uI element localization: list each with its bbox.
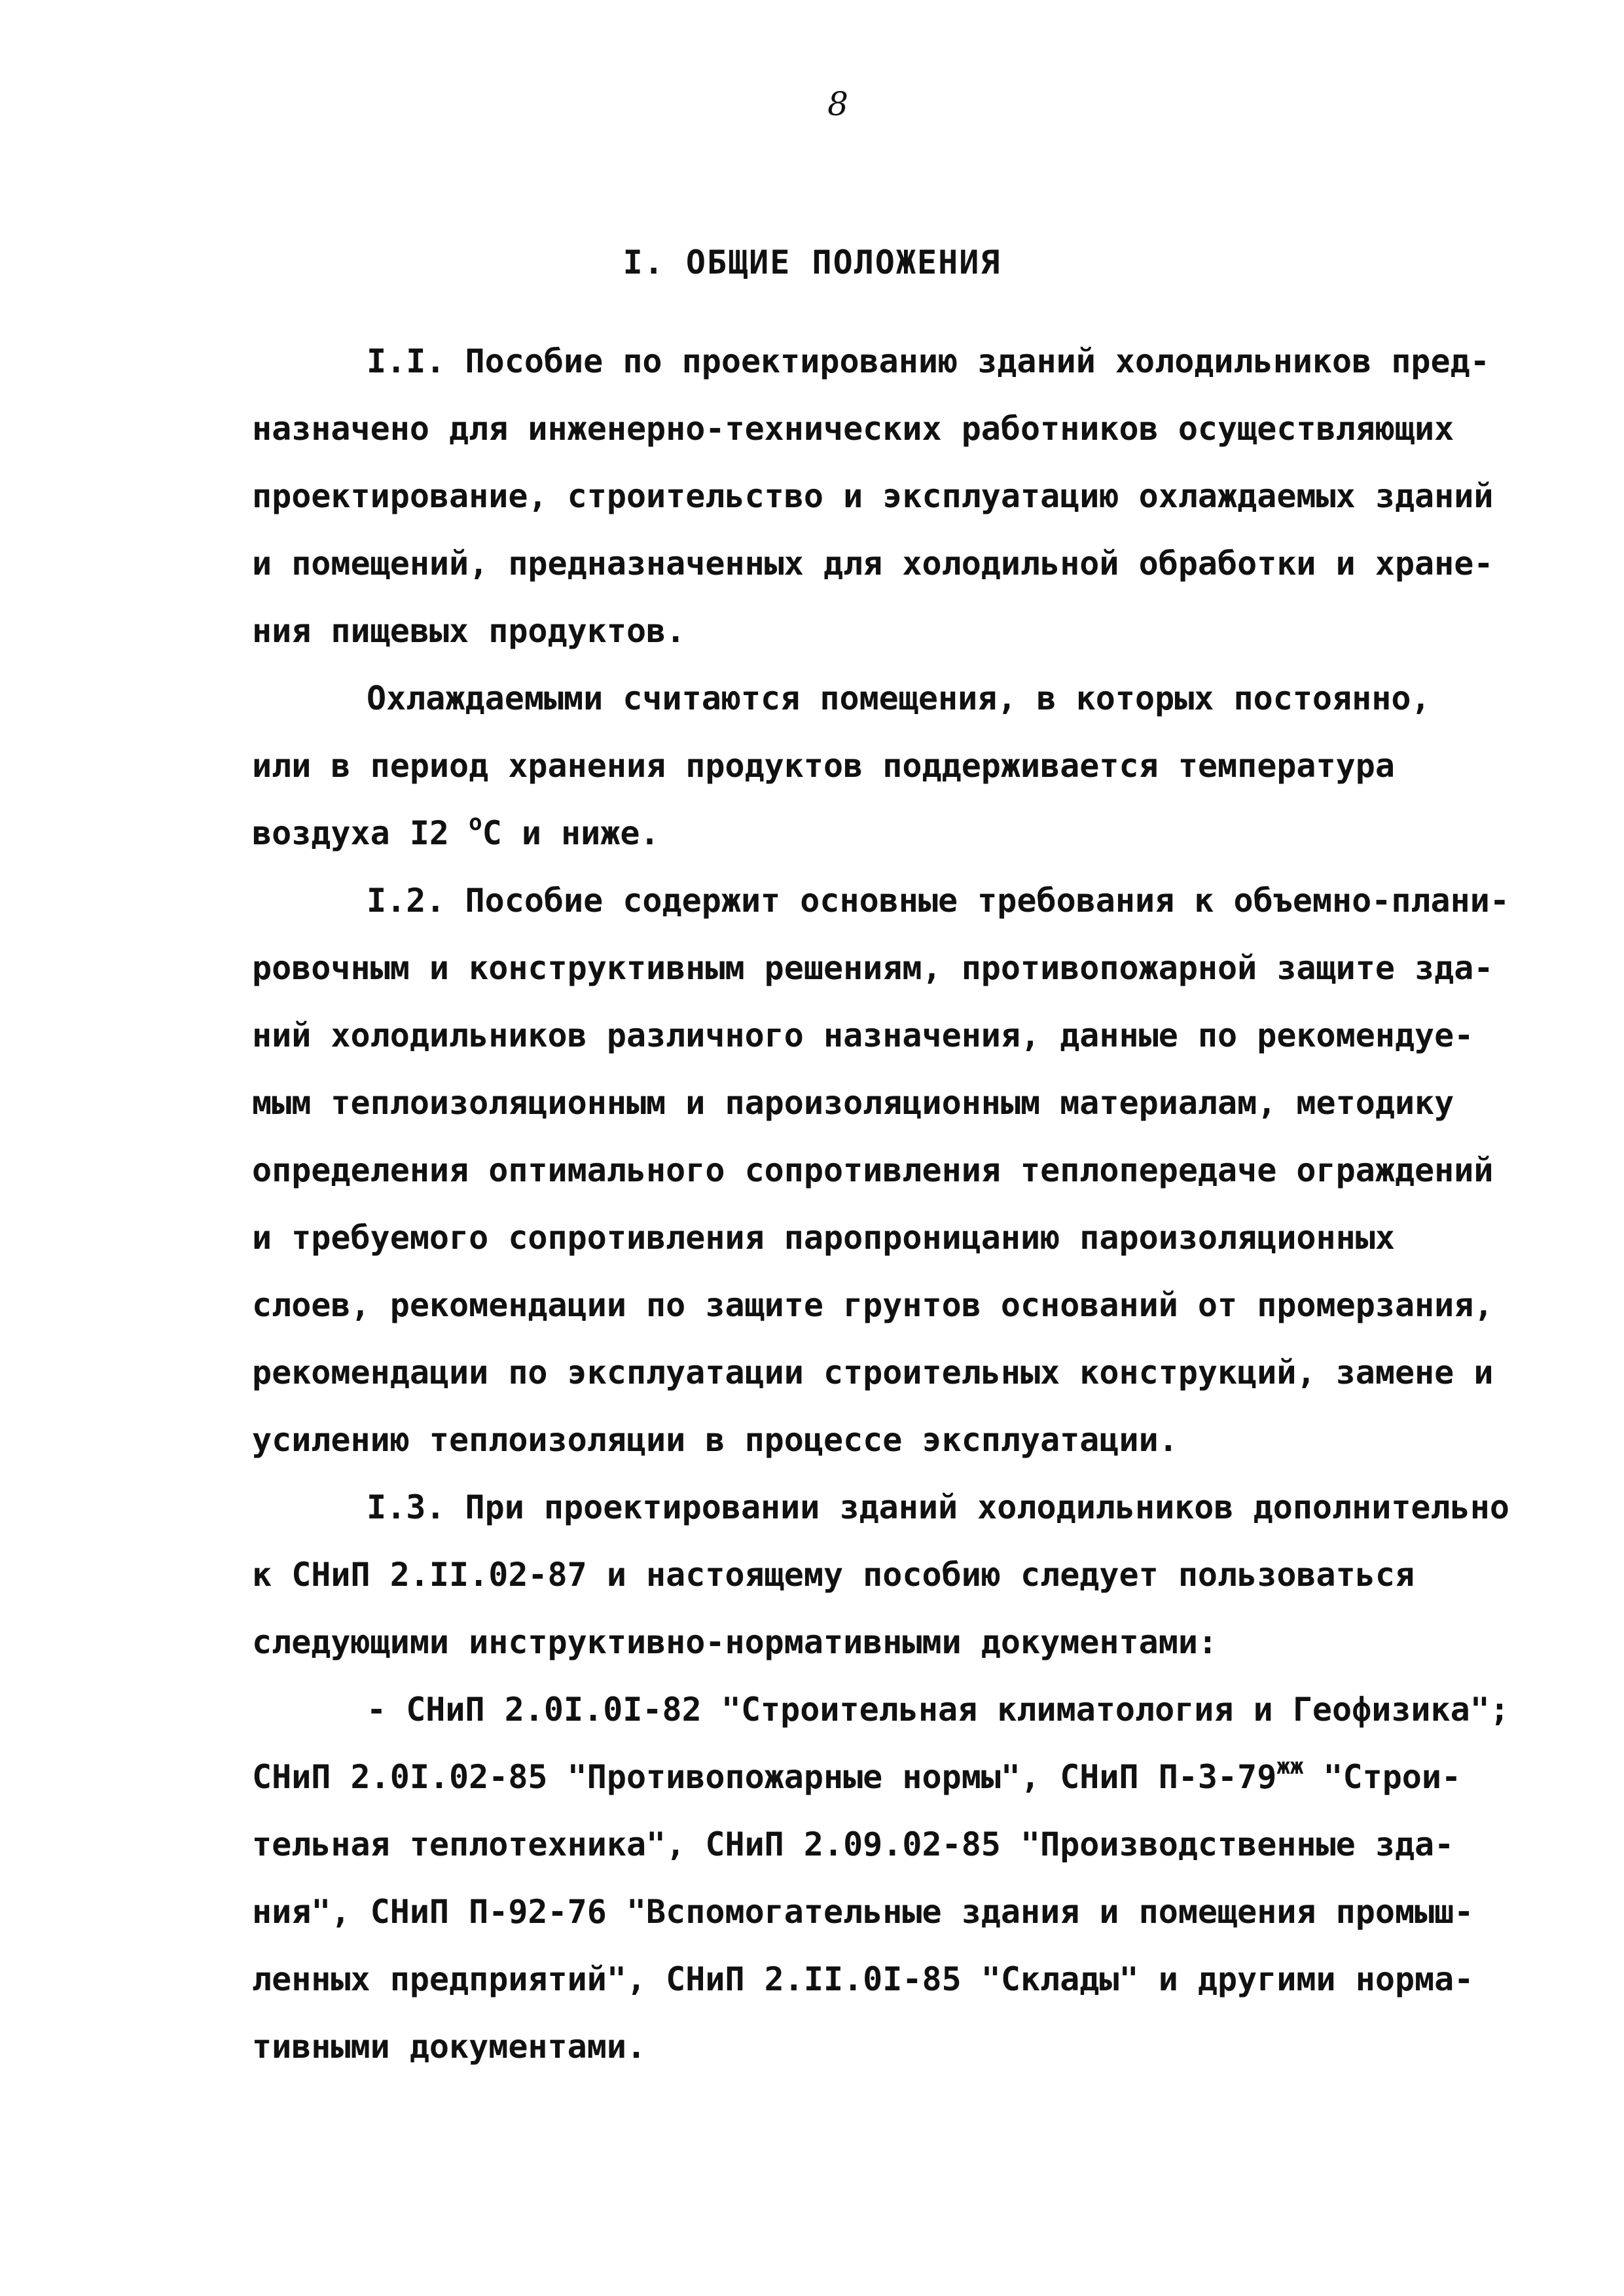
text-line: Охлаждаемыми считаются помещения, в которых постоянно, bbox=[367, 679, 1431, 717]
degree-superscript: о bbox=[469, 810, 482, 836]
text-line: I.3. При проектировании зданий холодильников дополнительно bbox=[367, 1488, 1509, 1526]
text-line: ния", СНиП П-92-76 "Вспомогательные здания и помещения промыш- bbox=[252, 1893, 1474, 1931]
text-line: рекомендации по эксплуатации строительных конструкций, замене и bbox=[252, 1354, 1494, 1391]
footnote-superscript: жж bbox=[1276, 1753, 1304, 1780]
text-line: назначено для инженерно-технических работников осуществляющих bbox=[252, 410, 1454, 448]
text-line: ний холодильников различного назначения, данные по рекомендуе- bbox=[252, 1016, 1474, 1054]
text-line-with-superscript bbox=[252, 1753, 1462, 1797]
text-line: и помещений, предназначенных для холодильной обработки и хране- bbox=[252, 545, 1494, 583]
text-line: ленных предприятий", СНиП 2.II.0I-85 "Склады" и другими норма- bbox=[252, 1960, 1474, 1998]
text-fragment: С и ниже. bbox=[482, 814, 660, 852]
text-line: следующими инструктивно-нормативными документами: bbox=[252, 1623, 1218, 1661]
text-line: слоев, рекомендации по защите грунтов оснований от промерзания, bbox=[252, 1286, 1494, 1324]
text-line: проектирование, строительство и эксплуатацию охлаждаемых зданий bbox=[252, 477, 1494, 515]
text-line: к СНиП 2.II.02-87 и настоящему пособию следует пользоваться bbox=[252, 1556, 1415, 1594]
text-line: и требуемого сопротивления паропроницанию пароизоляционных bbox=[252, 1219, 1395, 1257]
section-title: I. ОБЩИЕ ПОЛОЖЕНИЯ bbox=[623, 243, 1001, 281]
text-line-with-degree bbox=[252, 810, 660, 853]
text-line: ровочным и конструктивным решениям, противопожарной защите зда- bbox=[252, 949, 1494, 987]
text-line: определения оптимального сопротивления теплопередаче ограждений bbox=[252, 1151, 1494, 1189]
page-number: 8 bbox=[827, 85, 848, 123]
text-line: тельная теплотехника", СНиП 2.09.02-85 "Производственные зда- bbox=[252, 1825, 1454, 1863]
text-fragment: "Строи- bbox=[1303, 1758, 1462, 1796]
text-line: мым теплоизоляционным и пароизоляционным материалам, методику bbox=[252, 1084, 1454, 1122]
text-line: ния пищевых продуктов. bbox=[252, 612, 686, 650]
text-line: усилению теплоизоляции в процессе эксплуатации. bbox=[252, 1421, 1178, 1459]
text-line: - СНиП 2.0I.0I-82 "Строительная климатология и Геофизика"; bbox=[367, 1691, 1509, 1729]
text-fragment: воздуха I2 bbox=[252, 814, 469, 852]
text-line: или в период хранения продуктов поддерживается температура bbox=[252, 747, 1395, 785]
text-line: I.I. Пособие по проектированию зданий холодильников пред- bbox=[367, 342, 1490, 380]
text-line: I.2. Пособие содержит основные требования к объемно-плани- bbox=[367, 882, 1509, 920]
text-fragment: СНиП 2.0I.02-85 "Противопожарные нормы", СНиП П-3-79 bbox=[252, 1758, 1277, 1796]
text-line: тивными документами. bbox=[252, 2028, 647, 2066]
